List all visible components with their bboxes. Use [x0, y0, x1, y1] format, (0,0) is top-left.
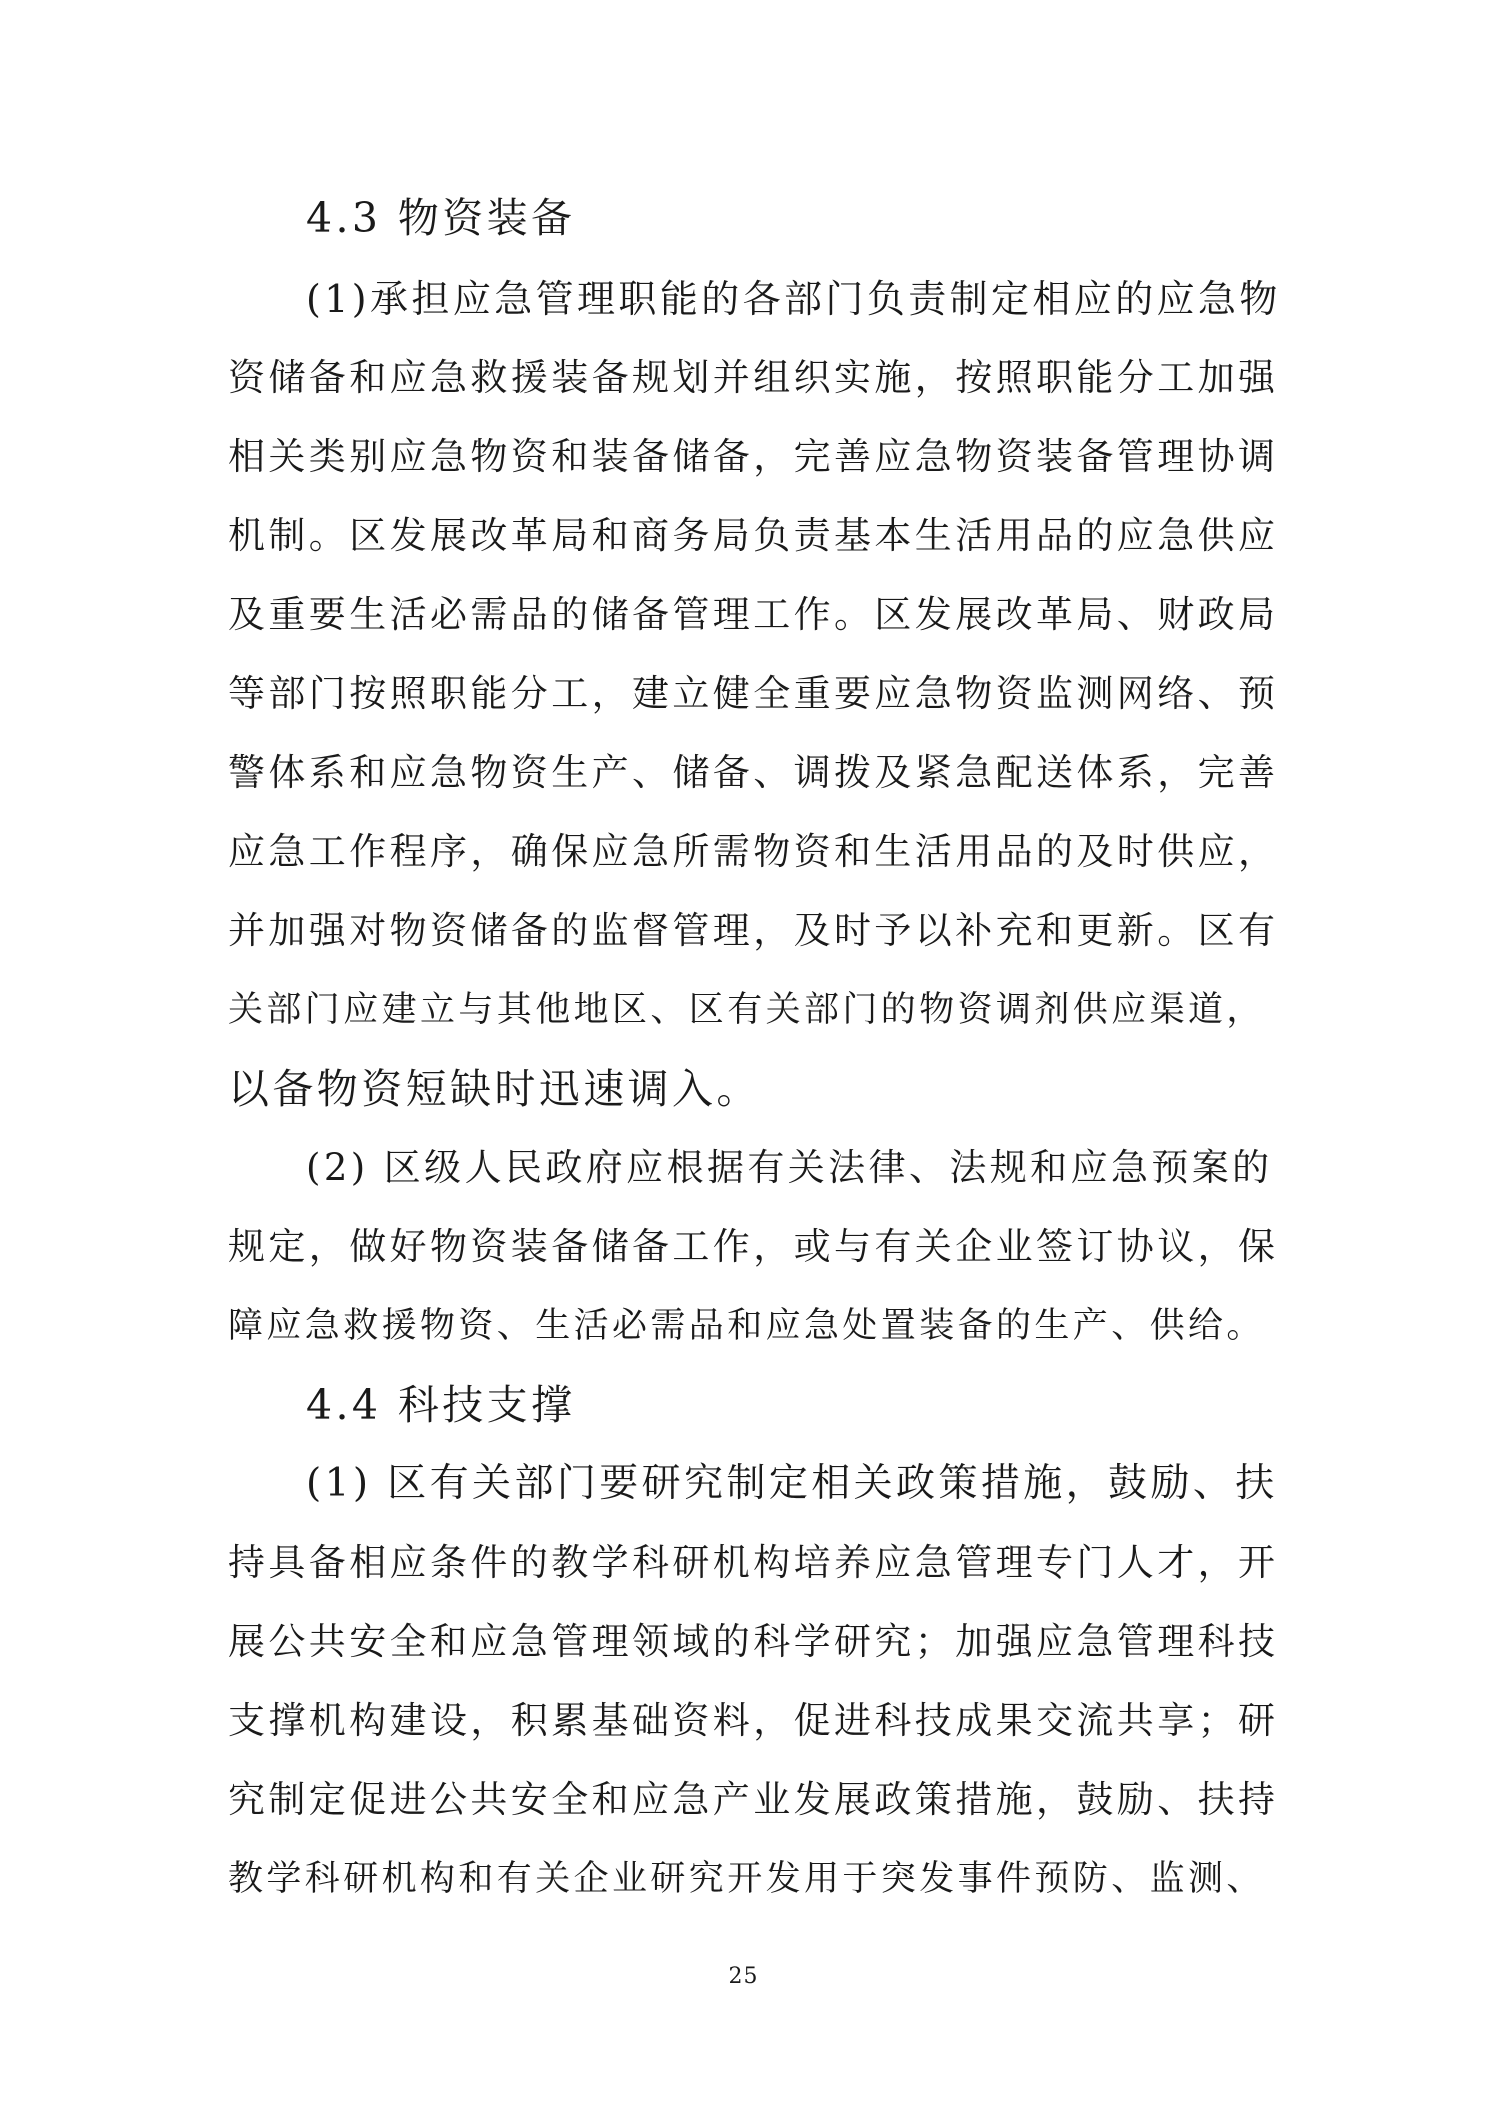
paragraph-line: 规定，做好物资装备储备工作，或与有关企业签订协议，保 — [228, 1225, 1279, 1268]
paragraph-line: 应急工作程序，确保应急所需物资和生活用品的及时供应， — [228, 830, 1279, 873]
paragraph-line: 及重要生活必需品的储备管理工作。区发展改革局、财政局 — [228, 593, 1279, 636]
paragraph-line: 究制定促进公共安全和应急产业发展政策措施，鼓励、扶持 — [228, 1778, 1279, 1821]
paragraph-line: 展公共安全和应急管理领域的科学研究；加强应急管理科技 — [228, 1620, 1279, 1663]
paragraph-line: (1)承担应急管理职能的各部门负责制定相应的应急物 — [306, 277, 1281, 321]
paragraph-line: 资储备和应急救援装备规划并组织实施，按照职能分工加强 — [228, 356, 1279, 399]
paragraph-line: 支撑机构建设，积累基础资料，促进科技成果交流共享；研 — [228, 1699, 1279, 1742]
paragraph-line: 相关类别应急物资和装备储备，完善应急物资装备管理协调 — [228, 435, 1279, 478]
paragraph-line: (2) 区级人民政府应根据有关法律、法规和应急预案的 — [306, 1146, 1273, 1189]
section-heading-4-3: 4.3 物资装备 — [306, 194, 576, 242]
paragraph-line: 警体系和应急物资生产、储备、调拨及紧急配送体系，完善 — [228, 751, 1279, 794]
paragraph-line: 以备物资短缺时迅速调入。 — [228, 1065, 761, 1113]
paragraph-line: 机制。区发展改革局和商务局负责基本生活用品的应急供应 — [228, 514, 1279, 557]
paragraph-line: 教学科研机构和有关企业研究开发用于突发事件预防、监测、 — [228, 1859, 1265, 1899]
paragraph-line: 持具备相应条件的教学科研机构培养应急管理专门人才，开 — [228, 1541, 1279, 1584]
paragraph-line: 并加强对物资储备的监督管理，及时予以补充和更新。区有 — [228, 909, 1279, 952]
section-heading-4-4: 4.4 科技支撑 — [306, 1381, 576, 1429]
page-number: 25 — [728, 1964, 759, 1989]
paragraph-line: (1) 区有关部门要研究制定相关政策措施，鼓励、扶 — [306, 1461, 1278, 1506]
paragraph-line: 障应急救援物资、生活必需品和应急处置装备的生产、供给。 — [228, 1306, 1265, 1346]
paragraph-line: 等部门按照职能分工，建立健全重要应急物资监测网络、预 — [228, 672, 1279, 715]
paragraph-line: 关部门应建立与其他地区、区有关部门的物资调剂供应渠道， — [228, 990, 1265, 1030]
